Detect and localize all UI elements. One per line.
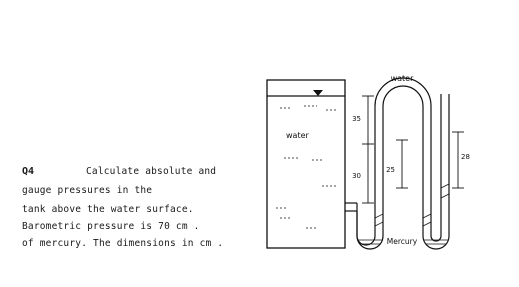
dimension-label: 25 — [386, 166, 395, 174]
question-line-3: tank above the water surface. — [22, 204, 194, 215]
u-tube — [357, 78, 449, 249]
mercury-fill — [358, 184, 449, 244]
tube-water-label: water — [390, 74, 414, 83]
question-line-2: gauge pressures in the — [22, 185, 153, 196]
water-surface-marker — [313, 90, 323, 96]
tank-wall — [267, 80, 345, 248]
manometer-diagram — [262, 68, 487, 258]
mercury-label: Mercury — [386, 237, 418, 246]
dimension-label: 28 — [461, 153, 470, 161]
question-line-4: Barometric pressure is 70 cm . — [22, 221, 200, 232]
dimension-label: 30 — [352, 172, 361, 180]
dimension-label: 35 — [352, 115, 361, 123]
connection-pipe — [345, 203, 357, 211]
tank — [267, 80, 345, 248]
question-number: Q4 — [22, 166, 35, 177]
water-hatching — [276, 106, 337, 228]
question-line-1: Calculate absolute and — [86, 166, 217, 177]
tank-water-label: water — [286, 131, 309, 140]
question-line-5: of mercury. The dimensions in cm . — [22, 238, 224, 249]
